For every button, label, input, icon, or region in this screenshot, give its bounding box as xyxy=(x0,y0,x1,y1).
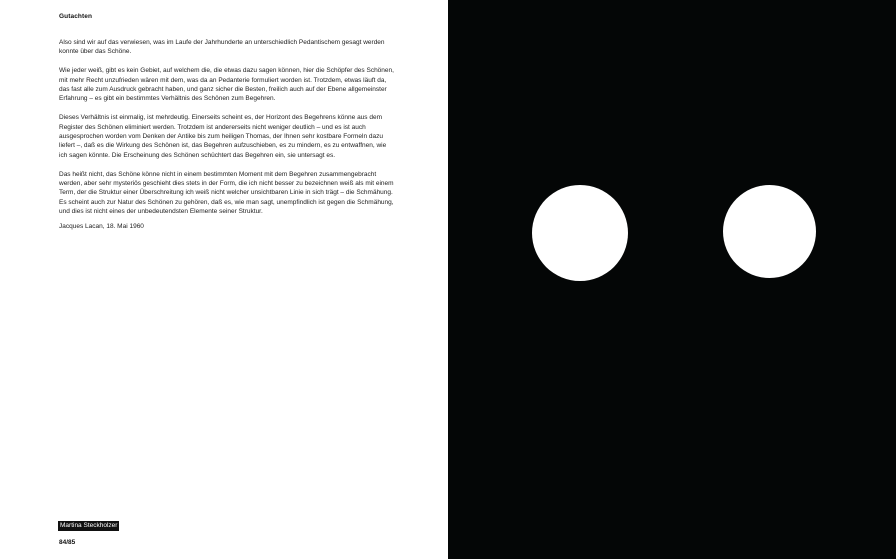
right-page-artwork xyxy=(448,0,896,559)
section-title: Gutachten xyxy=(59,13,93,20)
quote-signature: Jacques Lacan, 18. Mai 1960 xyxy=(59,223,144,230)
white-circle-left xyxy=(532,185,628,281)
page-number: 84/85 xyxy=(59,539,76,546)
body-text xyxy=(59,38,394,226)
paragraph: Wie jeder weiß, gibt es kein Gebiet, auf welchem die, die etwas dazu sagen können, hier die Schöpfer des Schönen, mit mehr Recht unzufrieden wären mit dem, was da an Pedanterie formuliert worden ist. Trotzdem, etwas läuft da, das fast alle zum Ausdruck gebracht haben, und ganz sicher die Besten, freilich auch auf der Ebene allgemeinster Erfahrung – es gibt ein bestimmtes Verhältnis des Schönen zum Begehren. xyxy=(59,67,394,103)
white-circle-right xyxy=(723,185,816,278)
paragraph: Also sind wir auf das verwiesen, was im Laufe der Jahrhunderte an unterschiedlich Pedantischem gesagt werden konnte über das Schöne. xyxy=(59,39,385,56)
paragraph: Dieses Verhältnis ist einmalig, ist mehrdeutig. Einerseits scheint es, der Horizont des Begehrens könne aus dem Register des Schönen eliminiert werden. Trotzdem ist andererseits nicht weniger deutlich – und es ist auch ausgesprochen worden vom Denken der Antike bis zum heiligen Thomas, der Ihnen sehr kostbare Formeln dazu liefert –, daß es die Wirkung des Schönen ist, das Begehren aufzuschieben, es zu mindern, es zu entwaffnen, wie ich sagen könnte. Die Erscheinung des Schönen schüchtert das Begehren ein, sie untersagt es. xyxy=(59,114,387,159)
paragraph: Das heißt nicht, das Schöne könne nicht in einem bestimmten Moment mit dem Begehren zusammengebracht werden, aber sehr mysteriös geschieht dies stets in der Form, die ich nicht besser zu bezeichnen weiß als mit einem Term, der die Struktur einer Überschreitung ich weiß nicht welcher unsichtbaren Linie in sich trägt – die Schmähung. Es scheint auch zur Natur des Schönen zu gehören, daß es, wie man sagt, unempfindlich ist gegen die Schmähung, und dies ist nicht eines der unbedeutendsten Elemente seiner Struktur. xyxy=(59,170,394,216)
author-label: Martina Steckholzer xyxy=(60,522,118,529)
